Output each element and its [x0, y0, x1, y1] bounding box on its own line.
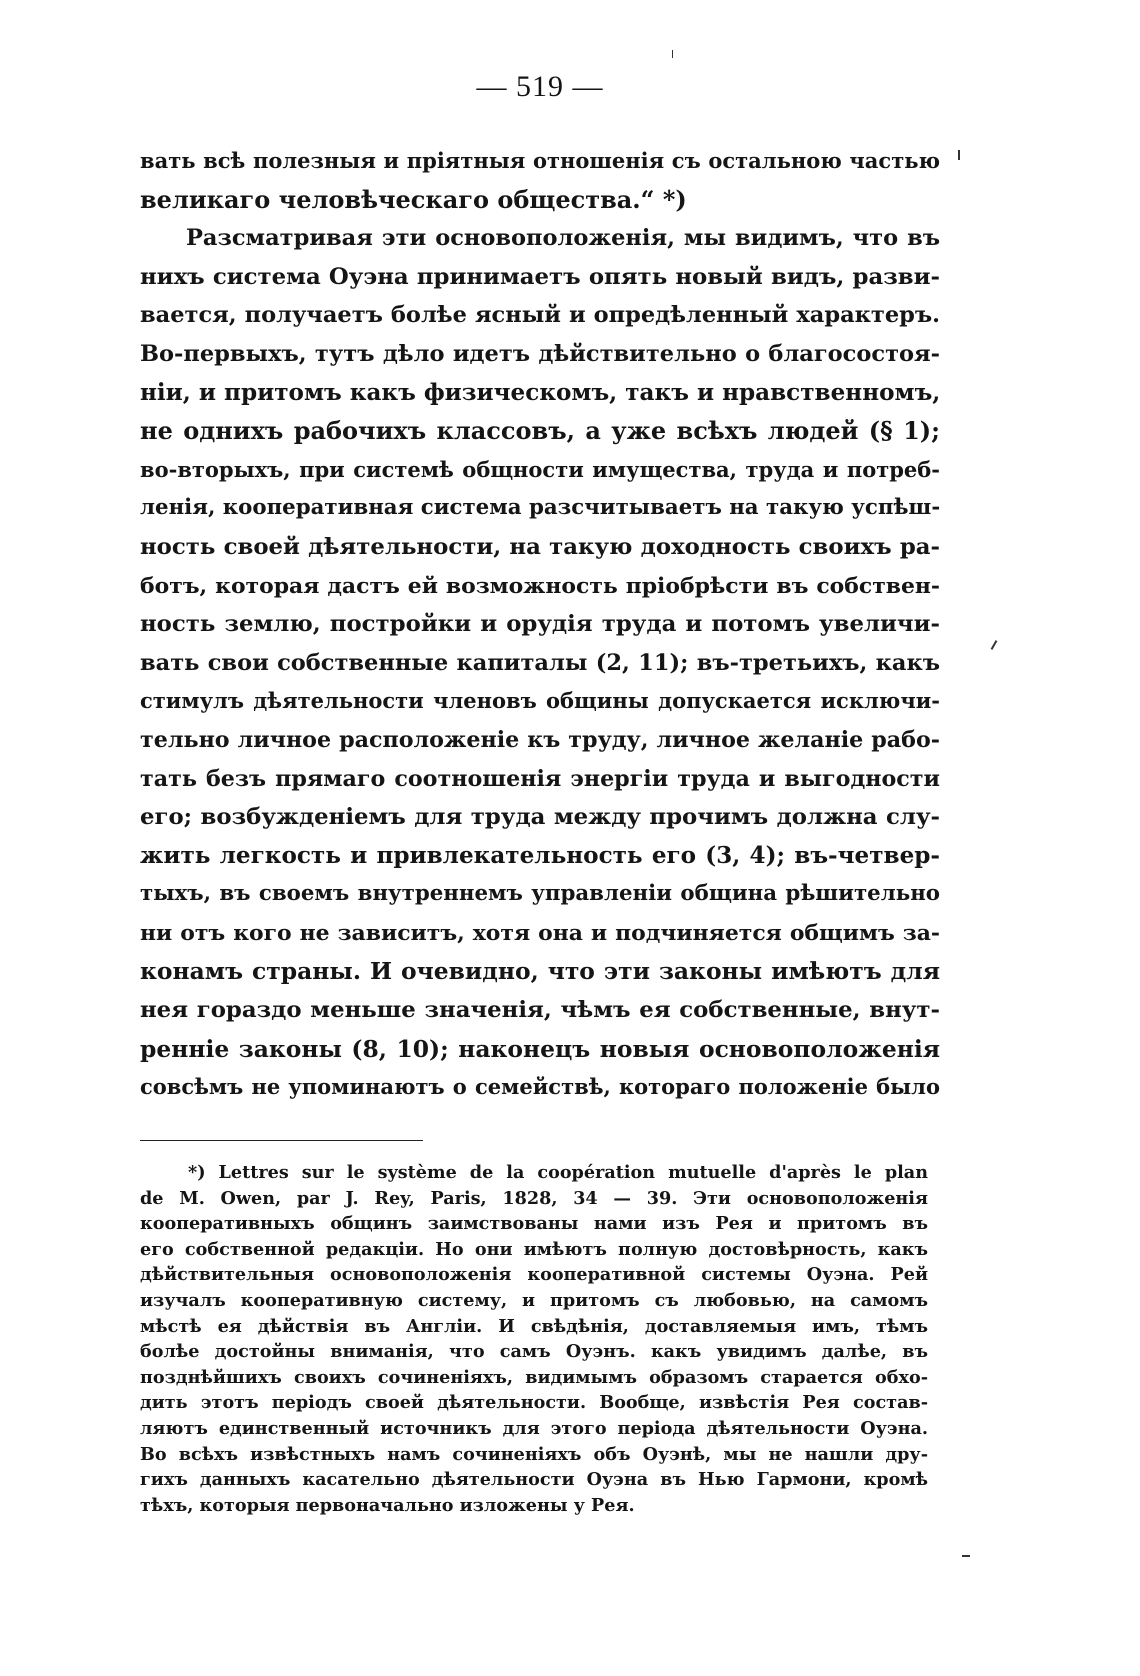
text-line: Разсматривая эти основоположенія, мы видимъ, что въ: [186, 225, 940, 252]
text-line: нея гораздо меньше значенія, чѣмъ ея собственные, внут-: [140, 997, 940, 1024]
text-line: тыхъ, въ своемъ внутреннемъ управленіи община рѣшительно: [140, 881, 940, 907]
footnote-line: *) Lettres sur le système de la coopération mutuelle d'après le plan: [188, 1162, 928, 1183]
text-line: ни отъ кого не зависитъ, хотя она и подчиняется общимъ за-: [140, 919, 940, 946]
text-line: во-вторыхъ, при системѣ общности имущества, труда и потреб-: [140, 456, 940, 482]
footnote-line: дить этотъ періодъ своей дѣятельности. Вообще, извѣстія Рея состав-: [140, 1392, 928, 1414]
scan-speck: [991, 640, 998, 650]
text-line: тать безъ прямаго соотношенія энергіи труда и выгодности: [140, 765, 940, 792]
text-line: ніи, и притомъ какъ физическомъ, такъ и нравственномъ,: [140, 378, 941, 406]
footnote-line: изучалъ кооперативную систему, и притомъ съ любовью, на самомъ: [140, 1289, 928, 1311]
text-line: нихъ система Оуэна принимаетъ опять новый видъ, разви-: [140, 263, 940, 290]
footnote-line: Во всѣхъ извѣстныхъ намъ сочиненіяхъ объ Оуэнѣ, мы не нашли дру-: [140, 1443, 928, 1465]
footnote-line: кооперативныхъ общинъ заимствованы нами изъ Рея и притомъ въ: [140, 1213, 928, 1235]
text-line: ренніе законы (8, 10); наконецъ новыя основоположенія: [140, 1034, 940, 1063]
footnote-line: его собственной редакціи. Но они имѣютъ полную достовѣрность, какъ: [140, 1238, 928, 1260]
scan-speck: [672, 50, 673, 58]
footnote-line: болѣе достойны вниманія, что самъ Оуэнъ. какъ увидимъ далѣе, въ: [140, 1341, 928, 1363]
footnote: [140, 1160, 928, 1518]
footnote-line: дѣйствительныя основоположенія кооперативной системы Оуэна. Рей: [140, 1264, 928, 1286]
footnote-line: de M. Owen, par J. Rey, Paris, 1828, 34 — 39. Эти основоположенія: [140, 1187, 928, 1209]
text-line: ность землю, постройки и орудія труда и потомъ увеличи-: [140, 611, 940, 638]
page-number: — 519 —: [476, 70, 604, 103]
text-line: вается, получаетъ болѣе ясный и опредѣленный характеръ.: [140, 302, 940, 329]
main-text: [140, 142, 940, 1107]
text-line: вать свои собственные капиталы (2, 11); въ-третьихъ, какъ: [140, 649, 940, 676]
text-line: конамъ страны. И очевидно, что эти законы имѣютъ для: [140, 957, 940, 986]
text-line: не однихъ рабочихъ классовъ, а уже всѣхъ людей (§ 1);: [140, 416, 940, 446]
footnote-line: мѣстѣ ея дѣйствія въ Англіи. И свѣдѣнія, доставляемыя имъ, тѣмъ: [140, 1315, 928, 1337]
text-line: его; возбужденіемъ для труда между прочимъ должна слу-: [140, 804, 940, 831]
text-line: ность своей дѣятельности, на такую доходность своихъ ра-: [140, 533, 940, 560]
text-line: ботъ, которая дастъ ей возможность пріобрѣсти въ собствен-: [140, 572, 940, 599]
text-line: стимулъ дѣятельности членовъ общины допускается исключи-: [140, 688, 940, 714]
scan-speck: [958, 150, 960, 160]
footnote-line: гихъ данныхъ касательно дѣятельности Оуэна въ Нью Гармони, кромѣ: [140, 1469, 928, 1491]
footnote-divider: [140, 1140, 423, 1141]
footnote-line: ляютъ единственный источникъ для этого періода дѣятельности Оуэна.: [140, 1417, 928, 1439]
text-line: великаго человѣческаго общества.“ *): [140, 184, 687, 214]
scan-speck: [962, 1555, 970, 1557]
text-line: вать всѣ полезныя и пріятныя отношенія съ остальною частью: [140, 148, 940, 173]
text-line: тельно личное расположеніе къ труду, личное желаніе рабо-: [140, 726, 940, 753]
text-line: Во-первыхъ, тутъ дѣло идетъ дѣйствительно о благосостоя-: [140, 340, 940, 367]
text-line: жить легкость и привлекательность его (3, 4); въ-четвер-: [140, 841, 940, 869]
footnote-line: позднѣйшихъ своихъ сочиненіяхъ, видимымъ образомъ старается обхо-: [140, 1366, 928, 1388]
text-line: совсѣмъ не упоминаютъ о семействѣ, котораго положеніе было: [140, 1074, 940, 1100]
footnote-line: тѣхъ, которыя первоначально изложены у Рея.: [140, 1494, 635, 1516]
text-line: ленія, кооперативная система разсчитываетъ на такую успѣш-: [140, 495, 941, 521]
